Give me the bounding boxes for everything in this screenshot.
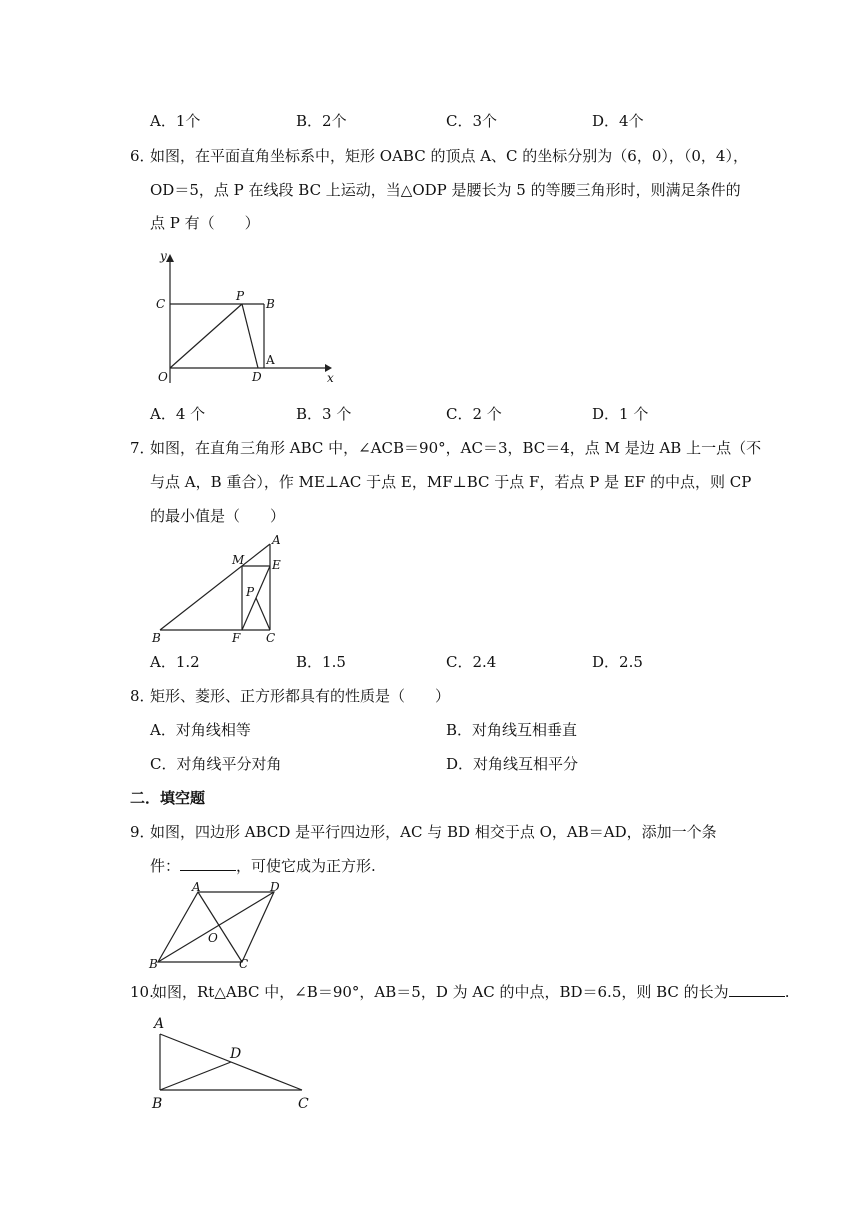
q9-stem-line-2 [150, 856, 376, 876]
q7-label-e: E [272, 558, 281, 572]
q10-label-d: D [230, 1046, 242, 1062]
q9-label-b: B [149, 957, 158, 971]
section-heading-fill-in: 二．填空题 [130, 789, 206, 807]
q8-option-a: A．对角线相等 [150, 721, 251, 739]
q10-label-b: B [152, 1096, 163, 1112]
q10-stem [152, 982, 789, 1002]
q10-label-a: A [154, 1016, 165, 1032]
q5-option-b: B．2个 [296, 112, 347, 130]
q6-label-a: A [266, 353, 275, 367]
q6-option-d: D．1 个 [592, 405, 649, 423]
q8-stem: 矩形、菱形、正方形都具有的性质是（ ） [150, 687, 451, 705]
q8-option-c: C．对角线平分对角 [150, 755, 282, 773]
q9-number: 9． [130, 823, 155, 841]
q7-option-c: C．2.4 [446, 653, 497, 671]
q6-number: 6． [130, 147, 155, 165]
q10-label-c: C [298, 1096, 309, 1112]
q9-label-c: C [239, 957, 249, 971]
q9-label-a: A [192, 880, 201, 894]
q6-label-b: B [266, 297, 275, 311]
q9-figure [148, 882, 298, 972]
q6-label-c: C [156, 297, 166, 311]
q7-option-d: D．2.5 [592, 653, 643, 671]
q10-answer-blank[interactable] [729, 982, 785, 997]
q10-number: 10. [130, 983, 154, 1001]
q8-option-d: D．对角线互相平分 [446, 755, 579, 773]
q6-option-b: B．3 个 [296, 405, 352, 423]
q7-label-p: P [246, 585, 255, 599]
q6-label-d: D [252, 370, 262, 384]
q7-stem-line-3: 的最小值是（ ） [150, 507, 286, 525]
q7-option-a: A．1.2 [150, 653, 200, 671]
q7-number: 7． [130, 439, 155, 457]
q6-stem-line-3: 点 P 有（ ） [150, 214, 260, 232]
q9-prefix: 件： [150, 857, 181, 875]
q6-figure [150, 248, 340, 388]
q5-option-a: A．1个 [150, 112, 201, 130]
q10-suffix: . [784, 983, 790, 1001]
q7-label-b: B [152, 631, 161, 645]
q6-stem-line-1: 如图，在平面直角坐标系中，矩形 OABC 的顶点 A、C 的坐标分别为（6，0），（0，4）， [150, 147, 748, 165]
q7-label-a: A [272, 533, 281, 547]
q7-label-m: M [232, 553, 245, 567]
q7-label-c: C [266, 631, 276, 645]
q6-label-x: x [327, 371, 334, 385]
q9-suffix: ，可使它成为正方形. [236, 857, 376, 875]
q6-label-o: O [158, 370, 168, 384]
q9-answer-blank[interactable] [180, 856, 236, 871]
q6-label-y: y [160, 249, 167, 263]
q8-number: 8． [130, 687, 155, 705]
q7-stem-line-1: 如图，在直角三角形 ABC 中，∠ACB＝90°，AC＝3，BC＝4，点 M 是边 AB 上一点（不 [150, 439, 762, 457]
q9-label-d: D [270, 880, 280, 894]
q6-option-a: A．4 个 [150, 405, 206, 423]
q5-option-d: D．4个 [592, 112, 644, 130]
q6-stem-line-2: OD＝5，点 P 在线段 BC 上运动，当△ODP 是腰长为 5 的等腰三角形时，则满足条件的 [150, 181, 741, 199]
q7-label-f: F [232, 631, 241, 645]
q9-label-o: O [208, 931, 218, 945]
q6-label-p: P [236, 289, 245, 303]
q9-stem-line-1: 如图，四边形 ABCD 是平行四边形，AC 与 BD 相交于点 O，AB＝AD，添加一个条 [150, 823, 717, 841]
q10-figure [148, 1014, 328, 1114]
q7-stem-line-2: 与点 A，B 重合），作 ME⊥AC 于点 E，MF⊥BC 于点 F，若点 P 是 EF 的中点，则 CP [150, 473, 752, 491]
q10-stem-text: 如图，Rt△ABC 中，∠B＝90°，AB＝5，D 为 AC 的中点，BD＝6.5，则 BC 的长为 [152, 983, 729, 1001]
q8-option-b: B．对角线互相垂直 [446, 721, 578, 739]
q6-option-c: C．2 个 [446, 405, 502, 423]
q5-option-c: C．3个 [446, 112, 498, 130]
q7-option-b: B．1.5 [296, 653, 346, 671]
q7-figure [148, 534, 298, 644]
